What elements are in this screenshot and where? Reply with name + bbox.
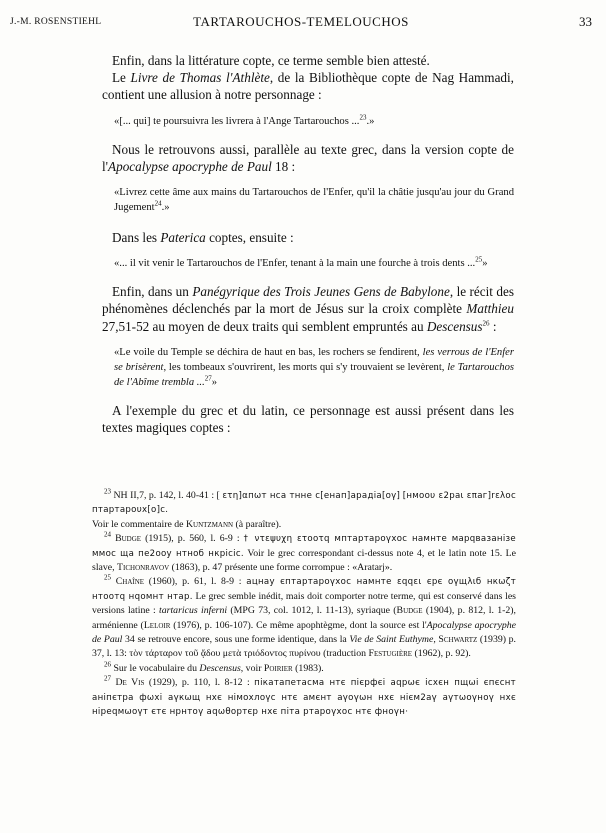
text-run: Le grec semble inédit, mais doit comporter notre terme, qui est conservé dans les versions latine : (92, 590, 516, 617)
italic-title: Matthieu (466, 301, 514, 317)
author-name: Schwartz (438, 634, 478, 646)
author-name: Leloir (143, 619, 171, 631)
coptic-text: [нмоου ε2paι επaг]rελoc птapтapoυx[o]c. (92, 491, 516, 516)
author-name: Budge (111, 533, 142, 545)
author-name: Chaîne (111, 576, 145, 588)
author-name: De Vis (111, 677, 145, 689)
footnote-ref: 23 (359, 113, 367, 122)
italic-title: Vie de Saint Euthyme (349, 634, 434, 646)
text-run: (1929), p. 110, l. 8-12 : (144, 677, 255, 689)
quotation-1 (114, 114, 514, 129)
quote-end: » (482, 258, 488, 270)
text-run: (1939) p. 37, l. 13: τὸν τάρταρον τοῦ ᾄδου μετὰ τριόδοντος πυρίνου (traduction (92, 634, 517, 660)
footnote-number: 26 (104, 660, 111, 669)
paragraph-5 (102, 283, 514, 335)
coptic-text: пікатапетасма нтє пієрфєі аqрωє ісхєн пщωі єпєснт аніпєтра фωхі аүкωщ нхє німохлоүс нтє амєнт аүоүωн нхє нієм2аү аүтωоүноү нхє ніpeqмωоүт єтє нрнтоү аqωθортєр нхє піта ртароүхос нтє фноүн· (92, 678, 516, 718)
quote-text: «Livrez cette âme aux mains du Tartarouchos de l'Enfer, qu'il la châtie jusqu'au jour du Grand Jugement (114, 187, 514, 214)
author-name: Festugière (368, 648, 413, 660)
quotation-2 (114, 185, 514, 215)
text-run: 34 se retrouve encore, sous une forme identique, dans la (122, 634, 350, 646)
text-run: , voir (240, 662, 264, 674)
footnote-ref: 26 (482, 319, 490, 328)
paragraph-2 (102, 69, 514, 103)
footnote-number: 25 (104, 574, 111, 583)
main-text (102, 52, 514, 436)
text-run: NH II,7, p. 142, l. 40-41 : [ (111, 490, 220, 501)
text-run: Voir le commentaire de (92, 518, 186, 530)
paragraph-3 (102, 141, 514, 175)
author-name: Poirier (263, 662, 293, 674)
text-run: Dans les (112, 230, 161, 246)
footnote-ref: 24 (154, 199, 162, 208)
coptic-text: ацнау єптартароүхос намнте εqqει єрє оүщλιб нкωζт нтоοтq нqомнт нтар. (92, 577, 517, 602)
text-run: (1976), p. 106-107). Ce même apophtègme, dont la source est l' (170, 619, 427, 631)
text-run: (1962), p. 92). (412, 648, 471, 660)
footnote-24 (92, 532, 516, 575)
text-run: , le récit des phénomènes déclenchés par la mort de Jésus sur la croix complète (102, 284, 514, 317)
italic-title: Apocalypse apocryphe de Paul (108, 158, 272, 174)
running-header-author: J.-M. ROSENSTIEHL (10, 17, 102, 27)
text-run: (1904), p. 812, l. 1-2), arménienne ( (92, 605, 517, 631)
footnote-25 (92, 575, 516, 661)
footnote-number: 27 (104, 675, 111, 684)
quotation-4 (114, 345, 514, 390)
text-run: , de la Bibliothèque copte de Nag Hammadi, contient une allusion à notre personnage : (102, 70, 514, 103)
paragraph-1: Enfin, dans la littérature copte, ce terme semble bien attesté. (112, 53, 430, 68)
text-run: (1960), p. 61, l. 8-9 : (144, 576, 247, 588)
running-header-title: TARTAROUCHOS-TEMELOUCHOS (193, 14, 409, 29)
text-run: , (433, 634, 439, 646)
text-run: 18 : (271, 158, 296, 174)
quote-text: , les tombeaux s'ouvrirent, les morts qui s'y trouvaient se levèrent, (163, 361, 448, 373)
italic-title: Apocalypse apocryphe de Paul (92, 619, 516, 646)
page-number: 33 (579, 14, 592, 29)
quote-text: «[... qui] te poursuivra les livrera à l'Ange Tartarouchos ... (114, 115, 360, 127)
text-run: (1915), p. 560, l. 6-9 : (141, 533, 244, 545)
text-run: : (489, 318, 497, 334)
text-run: coptes, ensuite : (205, 230, 294, 246)
italic-title: Livre de Thomas l'Athlète (130, 70, 270, 86)
footnote-27 (92, 676, 516, 719)
quote-end: .» (161, 202, 170, 214)
italic-term: tartaricus inferni (159, 605, 228, 617)
author-name: Tichonravov (117, 562, 170, 574)
footnote-23 (92, 489, 516, 532)
footnote-number: 23 (104, 487, 111, 496)
text-run: (à paraître). (233, 518, 282, 530)
quote-end: .» (366, 115, 375, 127)
text-run: Nous le retrouvons aussi, parallèle au texte grec, dans la version copte de l' (102, 141, 514, 174)
italic-quote: les verrous de l'Enfer se brisèrent (114, 346, 514, 373)
italic-title: Descensus (426, 318, 483, 334)
author-name: Budge (396, 605, 423, 617)
footnote-ref: 27 (204, 374, 212, 383)
italic-title: Paterica (160, 230, 206, 246)
running-header (10, 14, 592, 34)
paragraph-6: A l'exemple du grec et du latin, ce personnage est aussi présent dans les textes magiques coptes : (102, 402, 514, 436)
footnotes (92, 489, 516, 720)
text-run: Enfin, dans un (112, 284, 193, 300)
italic-title: Panégyrique des Trois Jeunes Gens de Babylone (192, 284, 450, 300)
quote-text: «... il vit venir le Tartarouchos de l'Enfer, tenant à la main une fourche à trois dents ... (114, 258, 476, 270)
quotation-3 (114, 256, 514, 271)
footnote-ref: 25 (475, 255, 483, 264)
footnote-26 (92, 662, 516, 676)
text-run: Le (112, 70, 131, 86)
coptic-text: ετη]αпωт нса тнне с[енап]арадіа[оү] (222, 491, 401, 501)
text-run: (1983). (292, 662, 324, 674)
text-run: 27,51-52 au moyen de deux traits qui semblent empruntés au (102, 318, 427, 334)
text-run: (1863), p. 47 présente une forme corrompue : «Aratarj». (169, 562, 393, 574)
text-run: Voir le grec correspondant ci-dessus note 4, et le latin note 15. Le slave, (92, 547, 516, 574)
footnote-number: 24 (104, 530, 111, 539)
author-name: Kuntzmann (185, 518, 234, 530)
paragraph-4 (102, 229, 514, 246)
quote-text: «Le voile du Temple se déchira de haut en bas, les rochers se fendirent, (114, 346, 423, 358)
coptic-text: † ντεψυχη ετοοτq мптартароүхос намнте марqвазанізе ммос ща пе2ооу нтноб нкрісіс. (92, 534, 516, 559)
quote-end: » (211, 376, 218, 388)
italic-quote: le Tartarouchos de l'Abîme trembla ... (114, 361, 514, 388)
text-run: Sur le vocabulaire du (111, 662, 200, 674)
text-run: (MPG 73, col. 1012, l. 11-13), syriaque ( (227, 605, 397, 617)
italic-title: Descensus (199, 662, 241, 674)
